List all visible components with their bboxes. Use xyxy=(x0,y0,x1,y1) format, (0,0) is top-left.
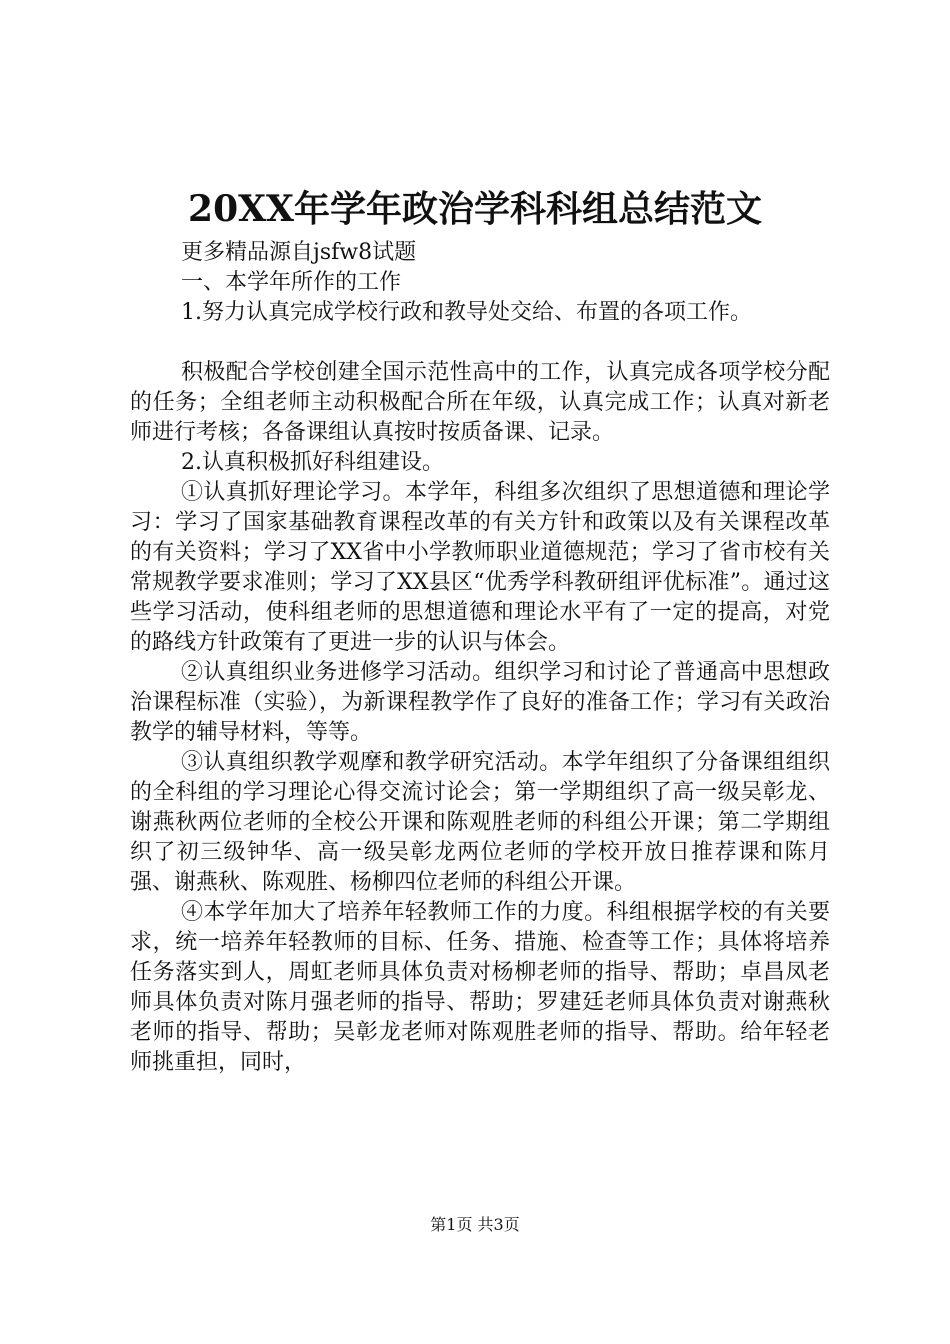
item-1-heading: 1.努力认真完成学校行政和教导处交给、布置的各项工作。 xyxy=(181,300,752,325)
page-footer: 第1页 共3页 xyxy=(430,1215,520,1234)
paragraph: 积极配合学校创建全国示范性高中的工作，认真完成各项学校分配的任务；全组老师主动积极配合所在年级，认真完成工作；认真对新老师进行考核；各备课组认真按时按质备课、记录。 xyxy=(130,360,830,445)
paragraph: ①认真抓好理论学习。本学年，科组多次组织了思想道德和理论学习：学习了国家基础教育课程改革的有关方针和政策以及有关课程改革的有关资料；学习了XX省中小学教师职业道德规范；学习了省市校有关常规教学要求准则；学习了XX县区“优秀学科教研组评优标准”。通过这些学习活动，使科组老师的思想道德和理论水平有了一定的提高，对党的路线方针政策有了更进一步的认识与体会。 xyxy=(130,480,830,655)
source-note: 更多精品源自jsfw8试题 xyxy=(181,240,417,265)
document-body xyxy=(130,238,830,1078)
document-title: 20XX年学年政治学科科组总结范文 xyxy=(188,188,762,230)
paragraph: ③认真组织教学观摩和教学研究活动。本学年组织了分备课组组织的全科组的学习理论心得交流讨论会；第一学期组织了高一级吴彰龙、谢燕秋两位老师的全校公开课和陈观胜老师的科组公开课；第二学期组织了初三级钟华、高一级吴彰龙两位老师的学校开放日推荐课和陈月强、谢燕秋、陈观胜、杨柳四位老师的科组公开课。 xyxy=(130,750,830,895)
section-heading: 一、本学年所作的工作 xyxy=(181,270,402,295)
paragraph: ②认真组织业务进修学习活动。组织学习和讨论了普通高中思想政治课程标准（实验），为新课程教学作了良好的准备工作；学习有关政治教学的辅导材料，等等。 xyxy=(130,660,830,745)
item-2-heading: 2.认真积极抓好科组建设。 xyxy=(181,450,444,475)
paragraph: ④本学年加大了培养年轻教师工作的力度。科组根据学校的有关要求，统一培养年轻教师的目标、任务、措施、检查等工作；具体将培养任务落实到人，周虹老师具体负责对杨柳老师的指导、帮助；卓昌凤老师具体负责对陈月强老师的指导、帮助；罗建廷老师具体负责对谢燕秋老师的指导、帮助；吴彰龙老师对陈观胜老师的指导、帮助。给年轻老师挑重担，同时， xyxy=(130,900,830,1075)
